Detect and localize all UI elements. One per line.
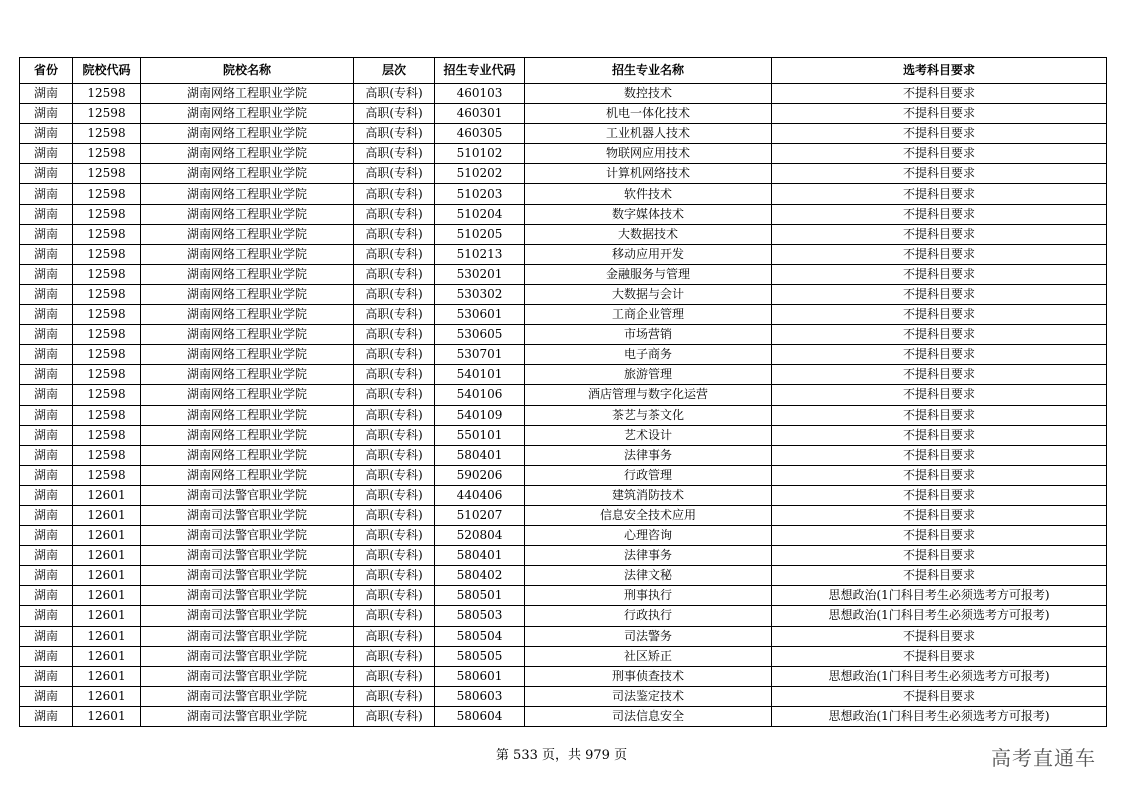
province-cell: 湖南 (20, 646, 73, 666)
subject-requirement-cell: 不提科目要求 (772, 104, 1107, 124)
table-row (20, 706, 1107, 726)
province-cell: 湖南 (20, 465, 73, 485)
table-row (20, 445, 1107, 465)
level-cell: 高职(专科) (354, 124, 435, 144)
school-code-cell: 12598 (73, 124, 141, 144)
school-code-cell: 12598 (73, 204, 141, 224)
table-row (20, 224, 1107, 244)
major-code-cell: 540101 (435, 365, 525, 385)
subject-requirement-cell: 不提科目要求 (772, 124, 1107, 144)
subject-requirement-cell: 不提科目要求 (772, 566, 1107, 586)
major-code-cell: 510203 (435, 184, 525, 204)
school-name-cell: 湖南网络工程职业学院 (141, 385, 354, 405)
school-code-cell: 12601 (73, 706, 141, 726)
header-major-code: 招生专业代码 (435, 58, 525, 84)
subject-requirement-cell: 不提科目要求 (772, 445, 1107, 465)
school-code-cell: 12601 (73, 546, 141, 566)
subject-requirement-cell: 不提科目要求 (772, 204, 1107, 224)
watermark: 高考直通车 (991, 746, 1096, 770)
province-cell: 湖南 (20, 606, 73, 626)
subject-requirement-cell: 不提科目要求 (772, 144, 1107, 164)
school-code-cell: 12601 (73, 505, 141, 525)
table-row (20, 526, 1107, 546)
table-row (20, 244, 1107, 264)
level-cell: 高职(专科) (354, 264, 435, 284)
admission-table (19, 57, 1107, 727)
major-code-cell: 580601 (435, 666, 525, 686)
school-name-cell: 湖南司法警官职业学院 (141, 546, 354, 566)
school-name-cell: 湖南网络工程职业学院 (141, 184, 354, 204)
school-code-cell: 12598 (73, 224, 141, 244)
school-code-cell: 12598 (73, 84, 141, 104)
school-code-cell: 12598 (73, 465, 141, 485)
level-cell: 高职(专科) (354, 425, 435, 445)
subject-requirement-cell: 不提科目要求 (772, 284, 1107, 304)
province-cell: 湖南 (20, 164, 73, 184)
province-cell: 湖南 (20, 526, 73, 546)
table-row (20, 124, 1107, 144)
level-cell: 高职(专科) (354, 244, 435, 264)
subject-requirement-cell: 思想政治(1门科目考生必须选考方可报考) (772, 666, 1107, 686)
school-code-cell: 12598 (73, 345, 141, 365)
major-name-cell: 机电一体化技术 (525, 104, 772, 124)
school-code-cell: 12598 (73, 104, 141, 124)
major-name-cell: 工商企业管理 (525, 305, 772, 325)
major-code-cell: 540109 (435, 405, 525, 425)
table-row (20, 365, 1107, 385)
school-name-cell: 湖南司法警官职业学院 (141, 686, 354, 706)
school-code-cell: 12601 (73, 626, 141, 646)
major-code-cell: 510205 (435, 224, 525, 244)
major-code-cell: 460301 (435, 104, 525, 124)
major-code-cell: 580401 (435, 445, 525, 465)
subject-requirement-cell: 思想政治(1门科目考生必须选考方可报考) (772, 606, 1107, 626)
school-name-cell: 湖南网络工程职业学院 (141, 104, 354, 124)
province-cell: 湖南 (20, 325, 73, 345)
school-code-cell: 12601 (73, 606, 141, 626)
major-code-cell: 550101 (435, 425, 525, 445)
page-number: 第 533 页，共 979 页 (495, 748, 628, 763)
major-code-cell: 580504 (435, 626, 525, 646)
school-name-cell: 湖南司法警官职业学院 (141, 526, 354, 546)
header-school-code: 院校代码 (73, 58, 141, 84)
school-name-cell: 湖南网络工程职业学院 (141, 204, 354, 224)
level-cell: 高职(专科) (354, 164, 435, 184)
level-cell: 高职(专科) (354, 646, 435, 666)
school-code-cell: 12598 (73, 144, 141, 164)
level-cell: 高职(专科) (354, 445, 435, 465)
major-name-cell: 刑事侦查技术 (525, 666, 772, 686)
level-cell: 高职(专科) (354, 84, 435, 104)
table-row (20, 104, 1107, 124)
school-code-cell: 12598 (73, 385, 141, 405)
major-name-cell: 信息安全技术应用 (525, 505, 772, 525)
level-cell: 高职(专科) (354, 505, 435, 525)
province-cell: 湖南 (20, 626, 73, 646)
major-name-cell: 行政执行 (525, 606, 772, 626)
province-cell: 湖南 (20, 586, 73, 606)
school-name-cell: 湖南网络工程职业学院 (141, 305, 354, 325)
major-name-cell: 金融服务与管理 (525, 264, 772, 284)
level-cell: 高职(专科) (354, 606, 435, 626)
major-name-cell: 大数据与会计 (525, 284, 772, 304)
major-code-cell: 580604 (435, 706, 525, 726)
table-row (20, 606, 1107, 626)
major-code-cell: 580501 (435, 586, 525, 606)
province-cell: 湖南 (20, 405, 73, 425)
table-row (20, 144, 1107, 164)
school-code-cell: 12598 (73, 184, 141, 204)
major-code-cell: 590206 (435, 465, 525, 485)
header-school-name: 院校名称 (141, 58, 354, 84)
major-code-cell: 510207 (435, 505, 525, 525)
province-cell: 湖南 (20, 385, 73, 405)
major-name-cell: 法律文秘 (525, 566, 772, 586)
level-cell: 高职(专科) (354, 526, 435, 546)
province-cell: 湖南 (20, 666, 73, 686)
school-code-cell: 12598 (73, 445, 141, 465)
province-cell: 湖南 (20, 204, 73, 224)
subject-requirement-cell: 不提科目要求 (772, 385, 1107, 405)
major-name-cell: 刑事执行 (525, 586, 772, 606)
subject-requirement-cell: 不提科目要求 (772, 305, 1107, 325)
school-name-cell: 湖南网络工程职业学院 (141, 405, 354, 425)
major-code-cell: 440406 (435, 485, 525, 505)
level-cell: 高职(专科) (354, 485, 435, 505)
major-name-cell: 司法信息安全 (525, 706, 772, 726)
school-name-cell: 湖南网络工程职业学院 (141, 244, 354, 264)
school-code-cell: 12598 (73, 425, 141, 445)
school-name-cell: 湖南网络工程职业学院 (141, 425, 354, 445)
school-name-cell: 湖南司法警官职业学院 (141, 666, 354, 686)
province-cell: 湖南 (20, 104, 73, 124)
school-name-cell: 湖南网络工程职业学院 (141, 465, 354, 485)
subject-requirement-cell: 不提科目要求 (772, 345, 1107, 365)
major-name-cell: 社区矫正 (525, 646, 772, 666)
table-row (20, 646, 1107, 666)
major-name-cell: 司法警务 (525, 626, 772, 646)
table-row (20, 566, 1107, 586)
table-row (20, 465, 1107, 485)
table-row (20, 626, 1107, 646)
level-cell: 高职(专科) (354, 365, 435, 385)
major-name-cell: 心理咨询 (525, 526, 772, 546)
subject-requirement-cell: 不提科目要求 (772, 405, 1107, 425)
major-code-cell: 530601 (435, 305, 525, 325)
table-row (20, 264, 1107, 284)
school-code-cell: 12601 (73, 586, 141, 606)
major-code-cell: 510102 (435, 144, 525, 164)
subject-requirement-cell: 不提科目要求 (772, 164, 1107, 184)
level-cell: 高职(专科) (354, 104, 435, 124)
school-name-cell: 湖南司法警官职业学院 (141, 566, 354, 586)
header-subject-requirement: 选考科目要求 (772, 58, 1107, 84)
major-code-cell: 530201 (435, 264, 525, 284)
level-cell: 高职(专科) (354, 566, 435, 586)
school-name-cell: 湖南司法警官职业学院 (141, 626, 354, 646)
school-name-cell: 湖南网络工程职业学院 (141, 84, 354, 104)
level-cell: 高职(专科) (354, 686, 435, 706)
major-name-cell: 工业机器人技术 (525, 124, 772, 144)
school-code-cell: 12598 (73, 244, 141, 264)
level-cell: 高职(专科) (354, 184, 435, 204)
major-name-cell: 计算机网络技术 (525, 164, 772, 184)
province-cell: 湖南 (20, 124, 73, 144)
school-code-cell: 12598 (73, 325, 141, 345)
level-cell: 高职(专科) (354, 224, 435, 244)
level-cell: 高职(专科) (354, 465, 435, 485)
table-row (20, 586, 1107, 606)
major-name-cell: 旅游管理 (525, 365, 772, 385)
major-name-cell: 物联网应用技术 (525, 144, 772, 164)
table-row (20, 325, 1107, 345)
major-name-cell: 数控技术 (525, 84, 772, 104)
major-name-cell: 软件技术 (525, 184, 772, 204)
school-name-cell: 湖南网络工程职业学院 (141, 264, 354, 284)
province-cell: 湖南 (20, 244, 73, 264)
major-code-cell: 460103 (435, 84, 525, 104)
major-code-cell: 580603 (435, 686, 525, 706)
major-code-cell: 530605 (435, 325, 525, 345)
school-name-cell: 湖南网络工程职业学院 (141, 365, 354, 385)
level-cell: 高职(专科) (354, 305, 435, 325)
province-cell: 湖南 (20, 284, 73, 304)
major-code-cell: 580402 (435, 566, 525, 586)
subject-requirement-cell: 不提科目要求 (772, 244, 1107, 264)
level-cell: 高职(专科) (354, 546, 435, 566)
subject-requirement-cell: 不提科目要求 (772, 84, 1107, 104)
table-row (20, 345, 1107, 365)
level-cell: 高职(专科) (354, 345, 435, 365)
major-name-cell: 法律事务 (525, 546, 772, 566)
province-cell: 湖南 (20, 425, 73, 445)
province-cell: 湖南 (20, 224, 73, 244)
subject-requirement-cell: 不提科目要求 (772, 264, 1107, 284)
major-code-cell: 510202 (435, 164, 525, 184)
level-cell: 高职(专科) (354, 706, 435, 726)
level-cell: 高职(专科) (354, 586, 435, 606)
major-name-cell: 酒店管理与数字化运营 (525, 385, 772, 405)
major-code-cell: 520804 (435, 526, 525, 546)
school-code-cell: 12601 (73, 526, 141, 546)
level-cell: 高职(专科) (354, 385, 435, 405)
major-code-cell: 460305 (435, 124, 525, 144)
school-name-cell: 湖南司法警官职业学院 (141, 606, 354, 626)
major-code-cell: 540106 (435, 385, 525, 405)
school-code-cell: 12598 (73, 164, 141, 184)
subject-requirement-cell: 不提科目要求 (772, 425, 1107, 445)
subject-requirement-cell: 不提科目要求 (772, 465, 1107, 485)
major-name-cell: 数字媒体技术 (525, 204, 772, 224)
table-row (20, 284, 1107, 304)
subject-requirement-cell: 不提科目要求 (772, 686, 1107, 706)
school-name-cell: 湖南网络工程职业学院 (141, 164, 354, 184)
school-code-cell: 12601 (73, 485, 141, 505)
major-code-cell: 530701 (435, 345, 525, 365)
school-name-cell: 湖南司法警官职业学院 (141, 706, 354, 726)
level-cell: 高职(专科) (354, 405, 435, 425)
school-name-cell: 湖南网络工程职业学院 (141, 224, 354, 244)
major-code-cell: 510213 (435, 244, 525, 264)
major-name-cell: 大数据技术 (525, 224, 772, 244)
school-code-cell: 12598 (73, 284, 141, 304)
province-cell: 湖南 (20, 365, 73, 385)
province-cell: 湖南 (20, 485, 73, 505)
school-name-cell: 湖南司法警官职业学院 (141, 586, 354, 606)
major-code-cell: 510204 (435, 204, 525, 224)
major-name-cell: 艺术设计 (525, 425, 772, 445)
major-name-cell: 法律事务 (525, 445, 772, 465)
table-row (20, 164, 1107, 184)
province-cell: 湖南 (20, 566, 73, 586)
level-cell: 高职(专科) (354, 325, 435, 345)
major-name-cell: 建筑消防技术 (525, 485, 772, 505)
school-name-cell: 湖南网络工程职业学院 (141, 124, 354, 144)
major-name-cell: 移动应用开发 (525, 244, 772, 264)
school-code-cell: 12601 (73, 646, 141, 666)
province-cell: 湖南 (20, 445, 73, 465)
school-code-cell: 12598 (73, 264, 141, 284)
header-major-name: 招生专业名称 (525, 58, 772, 84)
school-name-cell: 湖南网络工程职业学院 (141, 284, 354, 304)
school-code-cell: 12601 (73, 686, 141, 706)
school-code-cell: 12598 (73, 405, 141, 425)
major-name-cell: 司法鉴定技术 (525, 686, 772, 706)
table-row (20, 305, 1107, 325)
level-cell: 高职(专科) (354, 204, 435, 224)
table-row (20, 204, 1107, 224)
table-row (20, 425, 1107, 445)
school-name-cell: 湖南网络工程职业学院 (141, 325, 354, 345)
province-cell: 湖南 (20, 345, 73, 365)
major-name-cell: 电子商务 (525, 345, 772, 365)
level-cell: 高职(专科) (354, 284, 435, 304)
school-name-cell: 湖南司法警官职业学院 (141, 485, 354, 505)
major-code-cell: 580401 (435, 546, 525, 566)
table-row (20, 485, 1107, 505)
province-cell: 湖南 (20, 546, 73, 566)
level-cell: 高职(专科) (354, 666, 435, 686)
subject-requirement-cell: 不提科目要求 (772, 526, 1107, 546)
major-code-cell: 580503 (435, 606, 525, 626)
province-cell: 湖南 (20, 305, 73, 325)
major-name-cell: 行政管理 (525, 465, 772, 485)
major-name-cell: 市场营销 (525, 325, 772, 345)
level-cell: 高职(专科) (354, 144, 435, 164)
school-name-cell: 湖南司法警官职业学院 (141, 505, 354, 525)
major-name-cell: 茶艺与茶文化 (525, 405, 772, 425)
subject-requirement-cell: 不提科目要求 (772, 184, 1107, 204)
subject-requirement-cell: 思想政治(1门科目考生必须选考方可报考) (772, 706, 1107, 726)
header-province: 省份 (20, 58, 73, 84)
school-name-cell: 湖南司法警官职业学院 (141, 646, 354, 666)
province-cell: 湖南 (20, 144, 73, 164)
subject-requirement-cell: 不提科目要求 (772, 626, 1107, 646)
school-code-cell: 12598 (73, 305, 141, 325)
major-code-cell: 530302 (435, 284, 525, 304)
table-row (20, 405, 1107, 425)
table-row (20, 385, 1107, 405)
subject-requirement-cell: 不提科目要求 (772, 646, 1107, 666)
header-row (20, 58, 1107, 84)
province-cell: 湖南 (20, 84, 73, 104)
major-code-cell: 580505 (435, 646, 525, 666)
header-level: 层次 (354, 58, 435, 84)
province-cell: 湖南 (20, 264, 73, 284)
table-row (20, 686, 1107, 706)
subject-requirement-cell: 不提科目要求 (772, 224, 1107, 244)
table-row (20, 666, 1107, 686)
table-row (20, 546, 1107, 566)
table-body (20, 84, 1107, 727)
province-cell: 湖南 (20, 184, 73, 204)
subject-requirement-cell: 不提科目要求 (772, 365, 1107, 385)
table-row (20, 505, 1107, 525)
province-cell: 湖南 (20, 706, 73, 726)
subject-requirement-cell: 思想政治(1门科目考生必须选考方可报考) (772, 586, 1107, 606)
table-row (20, 184, 1107, 204)
school-code-cell: 12598 (73, 365, 141, 385)
province-cell: 湖南 (20, 505, 73, 525)
school-code-cell: 12601 (73, 566, 141, 586)
subject-requirement-cell: 不提科目要求 (772, 325, 1107, 345)
subject-requirement-cell: 不提科目要求 (772, 485, 1107, 505)
school-code-cell: 12601 (73, 666, 141, 686)
school-name-cell: 湖南网络工程职业学院 (141, 144, 354, 164)
subject-requirement-cell: 不提科目要求 (772, 505, 1107, 525)
level-cell: 高职(专科) (354, 626, 435, 646)
subject-requirement-cell: 不提科目要求 (772, 546, 1107, 566)
province-cell: 湖南 (20, 686, 73, 706)
table-row (20, 84, 1107, 104)
school-name-cell: 湖南网络工程职业学院 (141, 445, 354, 465)
school-name-cell: 湖南网络工程职业学院 (141, 345, 354, 365)
